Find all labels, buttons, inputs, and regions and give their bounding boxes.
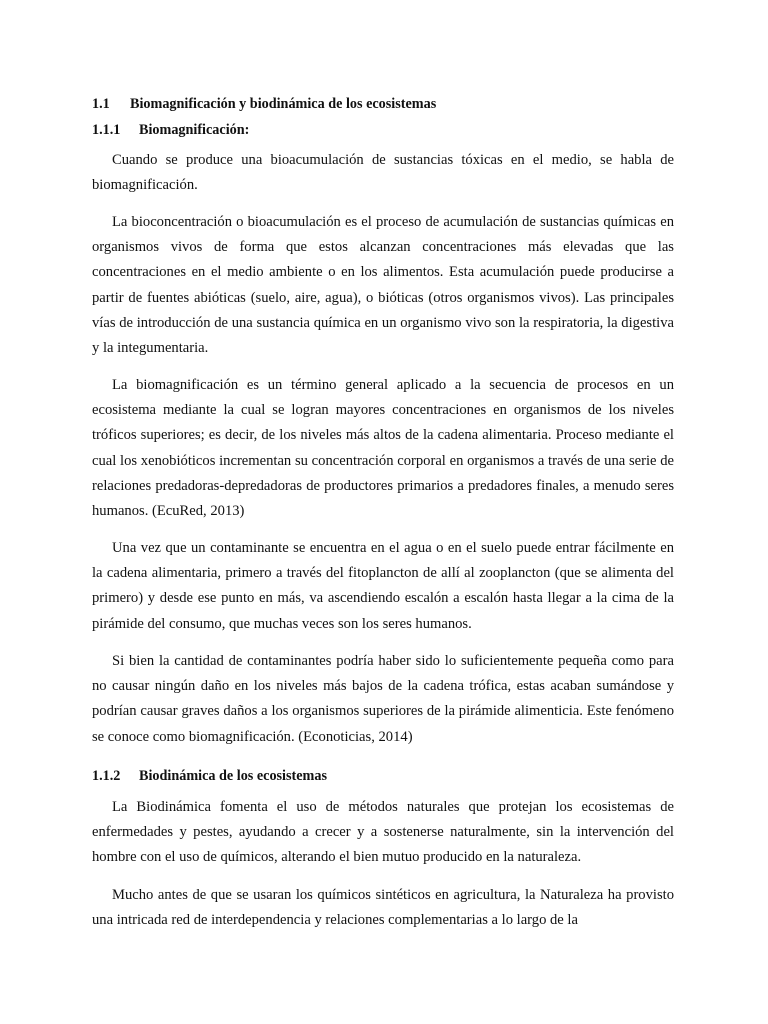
section-heading-1-1-2 <box>92 767 327 785</box>
paragraph: La bioconcentración o bioacumulación es el proceso de acumulación de sustancias químicas en organismos vivos de forma que estos alcanzan concentraciones más elevadas que las concentraciones en el medio ambiente o en los alimentos. Esta acumulación puede producirse a partir de fuentes abióticas (suelo, aire, agua), o bióticas (otros organismos vivos). Las principales vías de introducción de una sustancia química en un organismo vivo son la respiratoria, la digestiva y la integumentaria. <box>92 214 674 357</box>
section-title: Biomagnificación y biodinámica de los ecosistemas <box>130 96 437 112</box>
paragraph: Si bien la cantidad de contaminantes podría haber sido lo suficientemente pequeña como para no causar ningún daño en los niveles más bajos de la cadena trófica, estas acaban sumándose y podrían causar graves daños a los organismos superiores de la pirámide alimenticia. Este fenómeno se conoce como biomagnificación. (Econoticias, 2014) <box>92 653 674 745</box>
section-number: 1.1.1 <box>92 122 121 138</box>
document-page <box>92 0 674 1024</box>
section-title: Biomagnificación: <box>139 122 250 138</box>
paragraph: Una vez que un contaminante se encuentra en el agua o en el suelo puede entrar fácilmente en la cadena alimentaria, primero a través del fitoplancton de allí al zooplancton (que se alimenta del primero) y desde ese punto en más, va ascendiendo escalón a escalón hasta llegar a la cima de la pirámide del consumo, que muchas veces son los seres humanos. <box>92 540 674 632</box>
section-number: 1.1 <box>92 96 110 112</box>
paragraph: La Biodinámica fomenta el uso de métodos naturales que protejan los ecosistemas de enfermedades y pestes, ayudando a crecer y a sostenerse naturalmente, sin la intervención del hombre con el uso de químicos, alterando el bien mutuo producido en la naturaleza. <box>92 799 674 866</box>
section-title: Biodinámica de los ecosistemas <box>139 768 327 784</box>
paragraph: Cuando se produce una bioacumulación de sustancias tóxicas en el medio, se habla de biomagnificación. <box>92 152 674 194</box>
section-heading-1-1 <box>92 95 436 113</box>
paragraph: La biomagnificación es un término general aplicado a la secuencia de procesos en un ecosistema mediante la cual se logran mayores concentraciones en organismos de los niveles tróficos superiores; es decir, de los niveles más altos de la cadena alimentaria. Proceso mediante el cual los xenobióticos incrementan su concentración corporal en organismos a través de una serie de relaciones predadoras-depredadoras de productores primarios a predadores finales, a menudo seres humanos. (EcuRed, 2013) <box>92 377 674 520</box>
section-heading-1-1-1 <box>92 121 249 139</box>
paragraph: Mucho antes de que se usaran los químicos sintéticos en agricultura, la Naturaleza ha provisto una intricada red de interdependencia y relaciones complementarias a lo largo de la <box>92 887 674 929</box>
section-number: 1.1.2 <box>92 768 121 784</box>
